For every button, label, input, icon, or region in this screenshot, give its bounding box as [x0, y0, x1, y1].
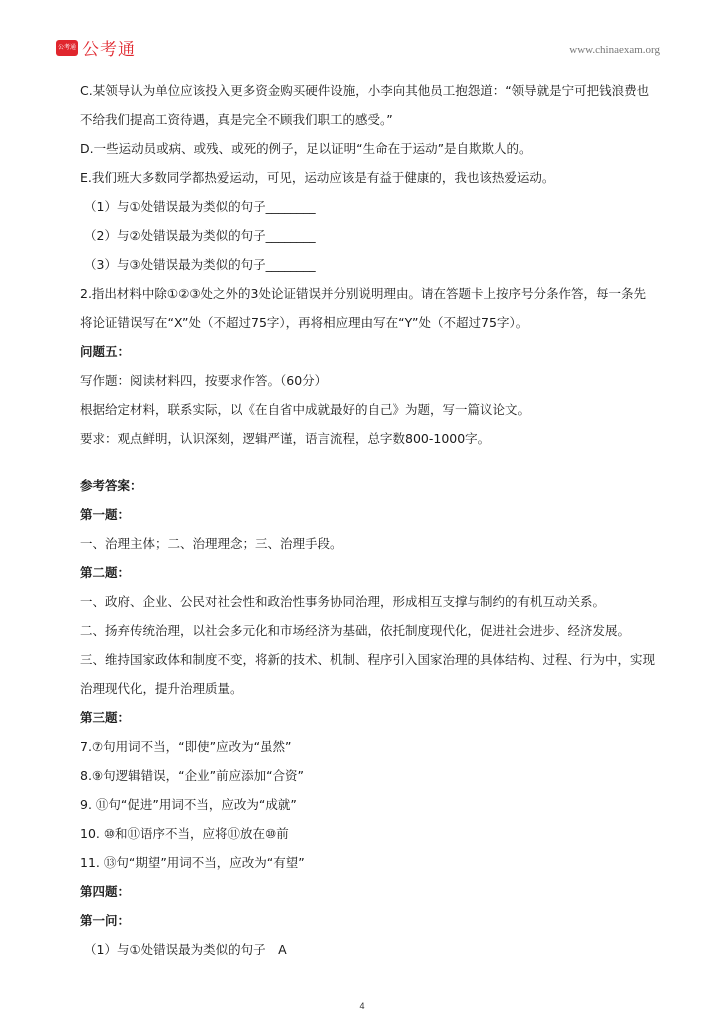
- section-heading: 参考答案：: [80, 478, 143, 493]
- text-line: （1）与①处错误最为类似的句子________: [84, 199, 316, 214]
- text-line: E.我们班大多数同学都热爱运动，可见，运动应该是有益于健康的，我也该热爱运动。: [80, 170, 555, 185]
- text-line: 根据给定材料，联系实际，以《在自省中成就最好的自己》为题，写一篇议论文。: [80, 402, 531, 417]
- text-line: （3）与③处错误最为类似的句子________: [84, 257, 316, 272]
- text-line: 10. ⑩和⑪语序不当，应将⑪放在⑩前: [80, 826, 289, 841]
- page-header: [0, 0, 724, 70]
- text-line: 9. ⑪句“促进”用词不当，应改为“成就”: [80, 797, 297, 812]
- site-url[interactable]: www.chinaexam.org: [569, 44, 660, 56]
- text-line: 写作题：阅读材料四，按要求作答。（60分）: [80, 373, 328, 388]
- text-line: D.一些运动员或病、或残、或死的例子，足以证明“生命在于运动”是自欺欺人的。: [80, 141, 532, 156]
- text-line: 三、维持国家政体和制度不变，将新的技术、机制、程序引入国家治理的具体结构、过程、行为中，实现: [80, 652, 656, 667]
- section-heading: 第一问：: [80, 913, 131, 928]
- text-line: （1）与①处错误最为类似的句子 A: [84, 942, 287, 957]
- text-line: 11. ⑬句“期望”用词不当，应改为“有望”: [80, 855, 305, 870]
- text-line: C.某领导认为单位应该投入更多资金购买硬件设施，小李向其他员工抱怨道：“领导就是宁可把钱浪费也: [80, 83, 650, 98]
- text-line: 2.指出材料中除①②③处之外的3处论证错误并分别说明理由。请在答题卡上按序号分条作答，每一条先: [80, 286, 646, 301]
- text-line: （2）与②处错误最为类似的句子________: [84, 228, 316, 243]
- text-line: 一、政府、企业、公民对社会性和政治性事务协同治理，形成相互支撑与制约的有机互动关系。: [80, 594, 606, 609]
- logo-text: 公考通: [82, 40, 136, 60]
- page-number: 4: [359, 1001, 365, 1011]
- text-line: 一、治理主体；二、治理理念；三、治理手段。: [80, 536, 343, 551]
- brand-logo[interactable]: [56, 35, 136, 60]
- section-heading: 第三题：: [80, 710, 131, 725]
- section-heading: 第一题：: [80, 507, 131, 522]
- logo-badge-icon: 公考通: [56, 40, 78, 56]
- document-body: [80, 76, 668, 964]
- section-spacer: [80, 453, 668, 471]
- section-heading: 第二题：: [80, 565, 131, 580]
- section-heading: 第四题：: [80, 884, 131, 899]
- text-line: 将论证错误写在“X”处（不超过75字），再将相应理由写在“Y”处（不超过75字）。: [80, 315, 529, 330]
- text-line: 二、扬弃传统治理，以社会多元化和市场经济为基础，依托制度现代化，促进社会进步、经济发展。: [80, 623, 631, 638]
- text-line: 8.⑨句逻辑错误，“企业”前应添加“合资”: [80, 768, 305, 783]
- text-line: 要求：观点鲜明，认识深刻，逻辑严谨，语言流程，总字数800-1000字。: [80, 431, 491, 446]
- text-line: 治理现代化，提升治理质量。: [80, 681, 243, 696]
- text-line: 7.⑦句用词不当，“即使”应改为“虽然”: [80, 739, 292, 754]
- text-line: 不给我们提高工资待遇，真是完全不顾我们职工的感受。”: [80, 112, 393, 127]
- section-heading: 问题五：: [80, 344, 131, 359]
